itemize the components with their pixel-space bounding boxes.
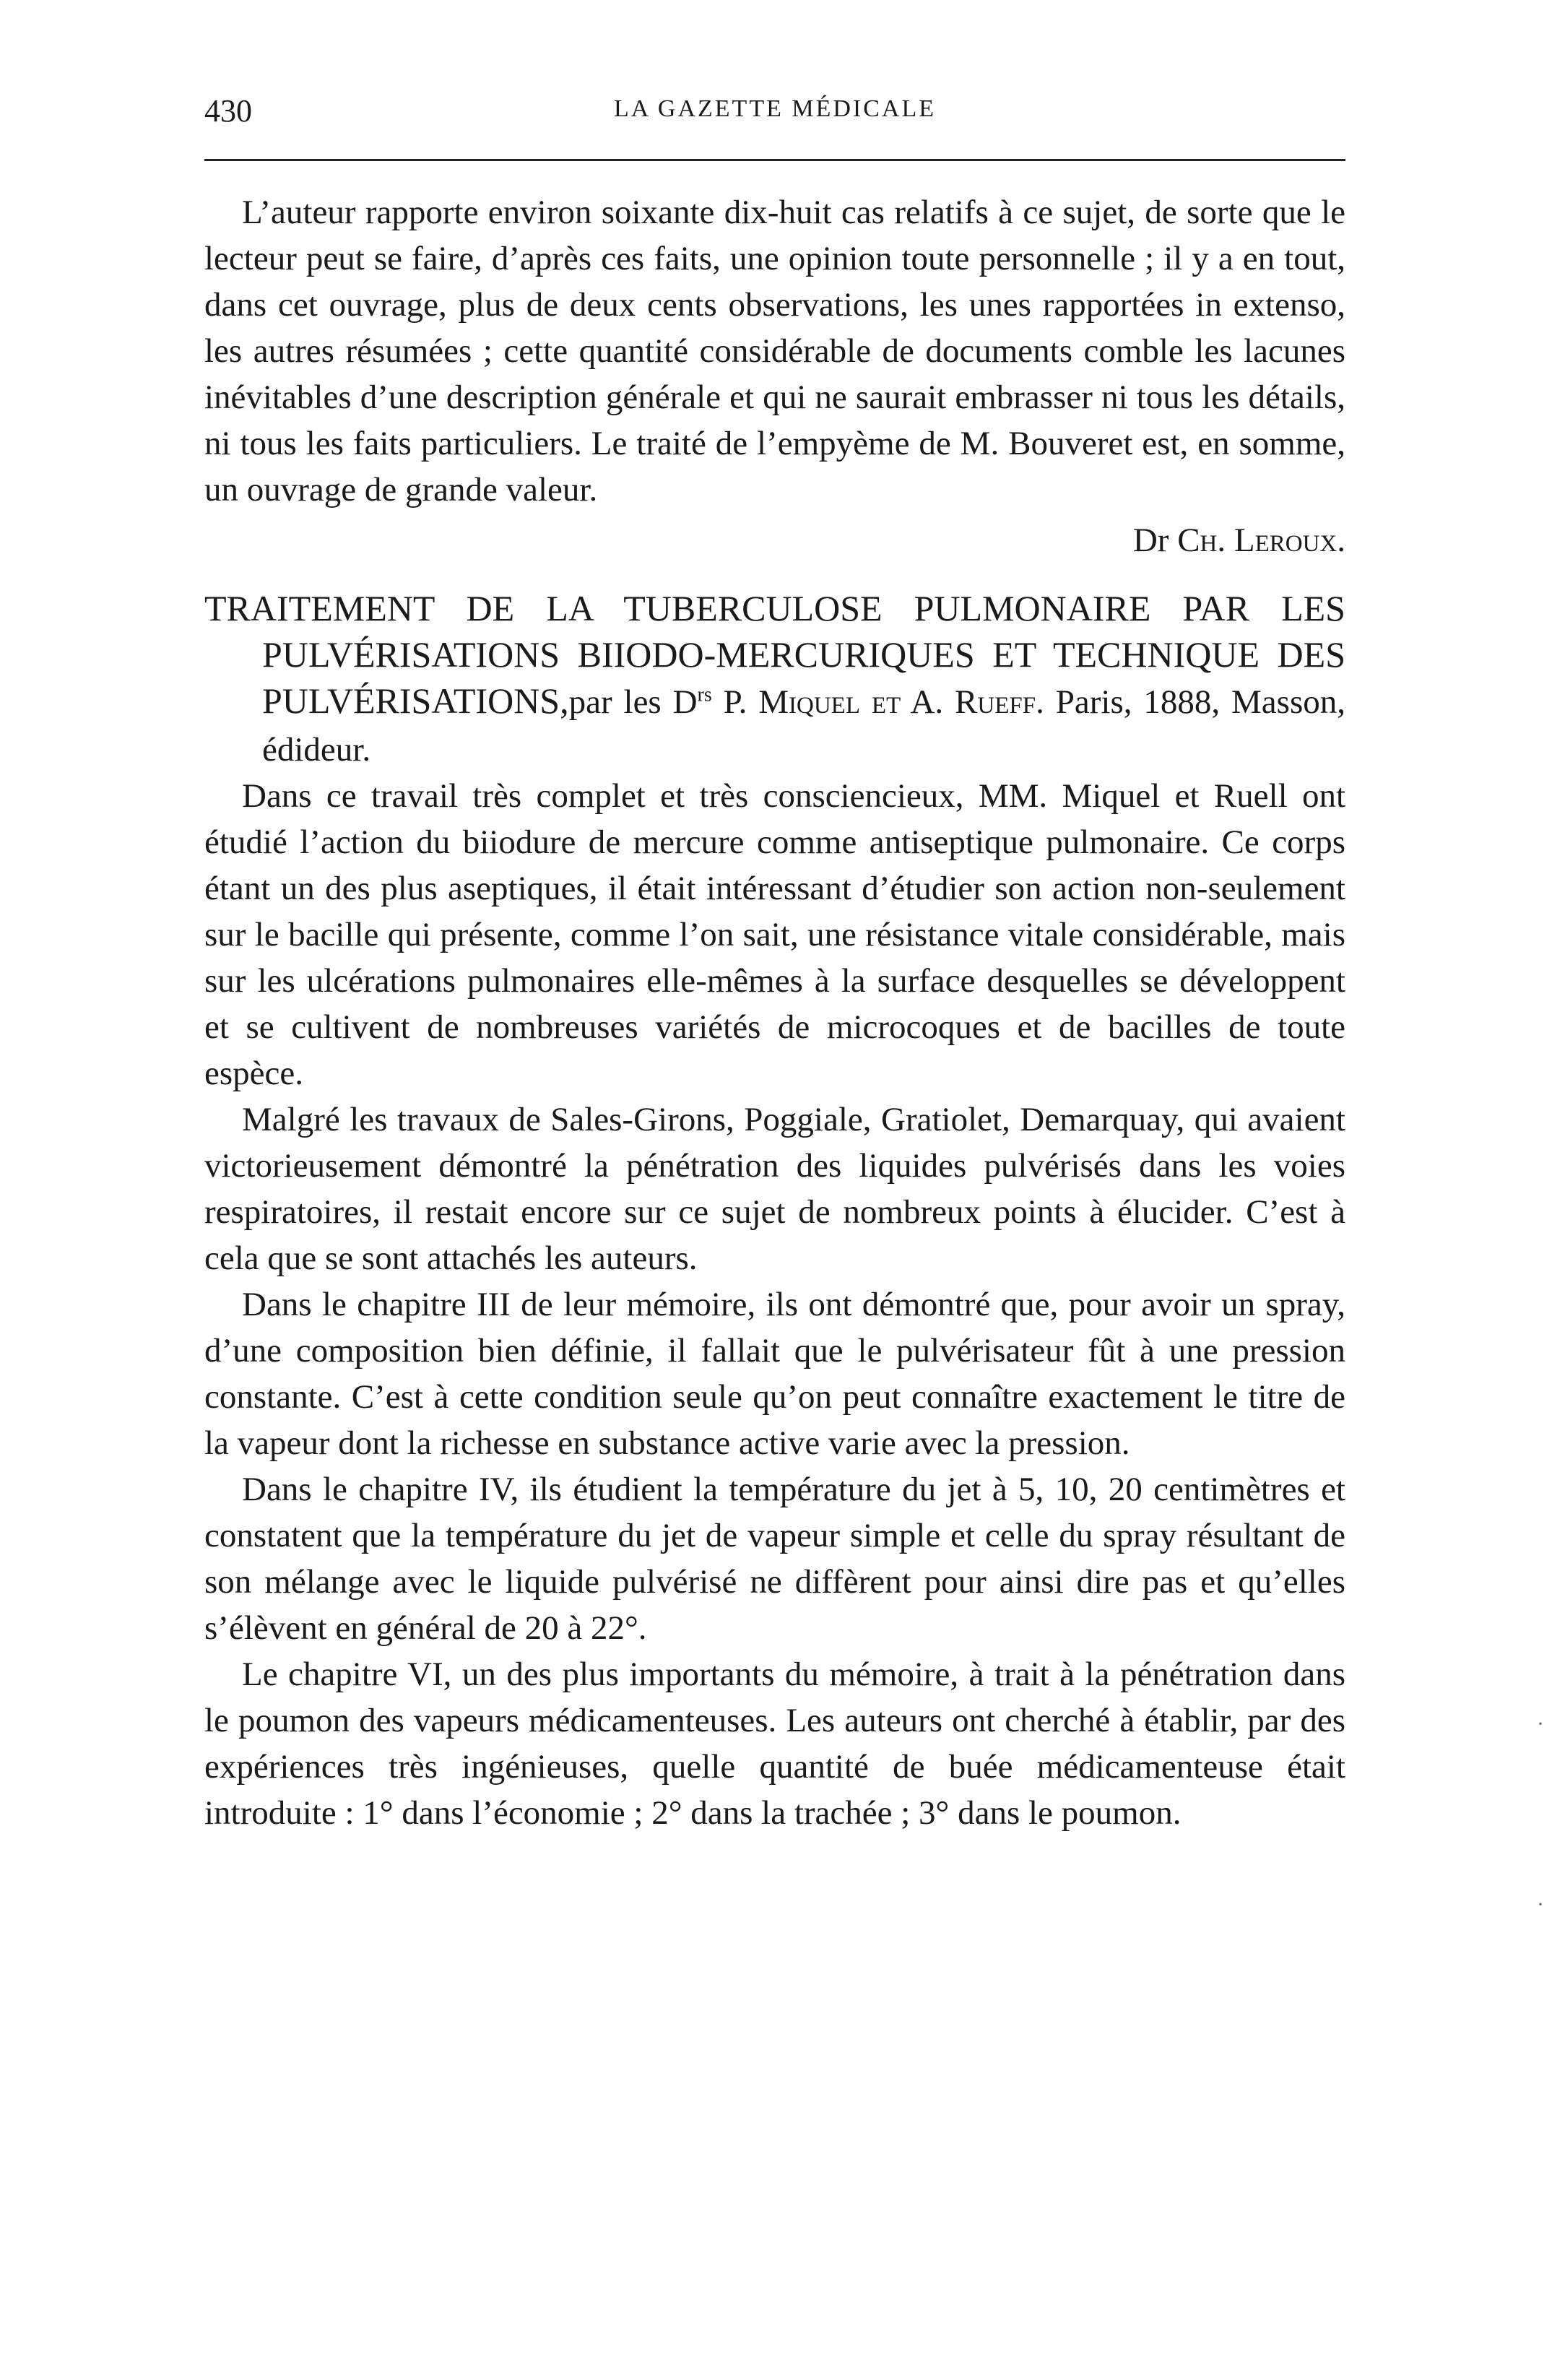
header-rule (204, 159, 1345, 161)
byline-publication: Paris, 1888, Masson, édideur. (262, 683, 1345, 769)
article-paragraph-5: Le chapitre VI, un des plus importants du mémoire, à trait à la pénétration dans le poumon des vapeurs médicamenteuses. Les auteurs ont cherché à établir, par des expériences très ingénieuses, quelle quantité de buée médicamenteuse était introduite : 1° dans l’économie ; 2° dans la trachée ; 3° dans le poumon. (204, 1656, 1345, 1832)
byline-authors: P. Miquel et A. Rueff. (711, 683, 1044, 721)
running-title: LA GAZETTE MÉDICALE (613, 95, 937, 122)
review-paragraph: L’auteur rapporte environ soixante dix-huit cas relatifs à ce sujet, de sorte que le lecteur peut se faire, d’après ces faits, une opinion toute personnelle ; il y a en tout, dans cet ouvrage, plus de deux cents observations, les unes rapportées in extenso, les autres résumées ; cette quantité considérable de documents comble les lacunes inévitables d’une description générale et qui ne saurait embrasser ni tous les détails, ni tous les faits particuliers. Le traité de l’empyème de M. Bouveret est, en somme, un ouvrage de grande valeur. (204, 194, 1345, 509)
article-heading (204, 585, 1345, 773)
margin-speck: · (1537, 1892, 1544, 1916)
byline-prefix: par les D (568, 683, 698, 721)
page-header (204, 92, 1345, 136)
margin-speck: · (1537, 1712, 1544, 1736)
article-paragraph-1: Dans ce travail très complet et très consciencieux, MM. Miquel et Ruell ont étudié l’action du biiodure de mercure comme antiseptique pulmonaire. Ce corps étant un des plus aseptiques, il était intéressant d’étudier son action non-seulement sur le bacille qui présente, comme l’on sait, une résistance vitale considérable, mais sur les ulcérations pulmonaires elle-mêmes à la surface desquelles se développent et se cultivent de nombreuses variétés de microcoques et de bacilles de toute espèce. (204, 777, 1345, 1092)
byline-sup: rs (697, 683, 712, 706)
signature-name: Ch. Leroux. (1177, 522, 1345, 559)
review-signature (204, 517, 1345, 563)
article-paragraph-2: Malgré les travaux de Sales-Girons, Poggiale, Gratiolet, Demarquay, qui avaient victorieusement démontré la pénétration des liquides pulvérisés dans les voies respiratoires, il restait encore sur ce sujet de nombreux points à élucider. C’est à cela que se sont attachés les auteurs. (204, 1101, 1345, 1277)
signature-prefix: Dr (1132, 522, 1169, 559)
page-number: 430 (204, 93, 252, 129)
article-paragraph-3: Dans le chapitre III de leur mémoire, ils ont démontré que, pour avoir un spray, d’une composition bien définie, il fallait que le pulvérisateur fût à une pression constante. C’est à cette condition seule qu’on peut connaître exactement le titre de la vapeur dont la richesse en substance active varie avec la pression. (204, 1286, 1345, 1462)
article-paragraph-4: Dans le chapitre IV, ils étudient la température du jet à 5, 10, 20 centimètres et constatent que la température du jet de vapeur simple et celle du spray résultant de son mélange avec le liquide pulvérisé ne diffèrent pour ainsi dire pas et qu’elles s’élèvent en général de 20 à 22°. (204, 1471, 1345, 1647)
article-title: TRAITEMENT DE LA TUBERCULOSE PULMONAIRE PAR LES PULVÉRISATIONS BIIODO-MERCURIQUES ET TECHNIQUE DES PULVÉRISATIONS, (204, 588, 1345, 721)
page-body (204, 189, 1345, 1836)
